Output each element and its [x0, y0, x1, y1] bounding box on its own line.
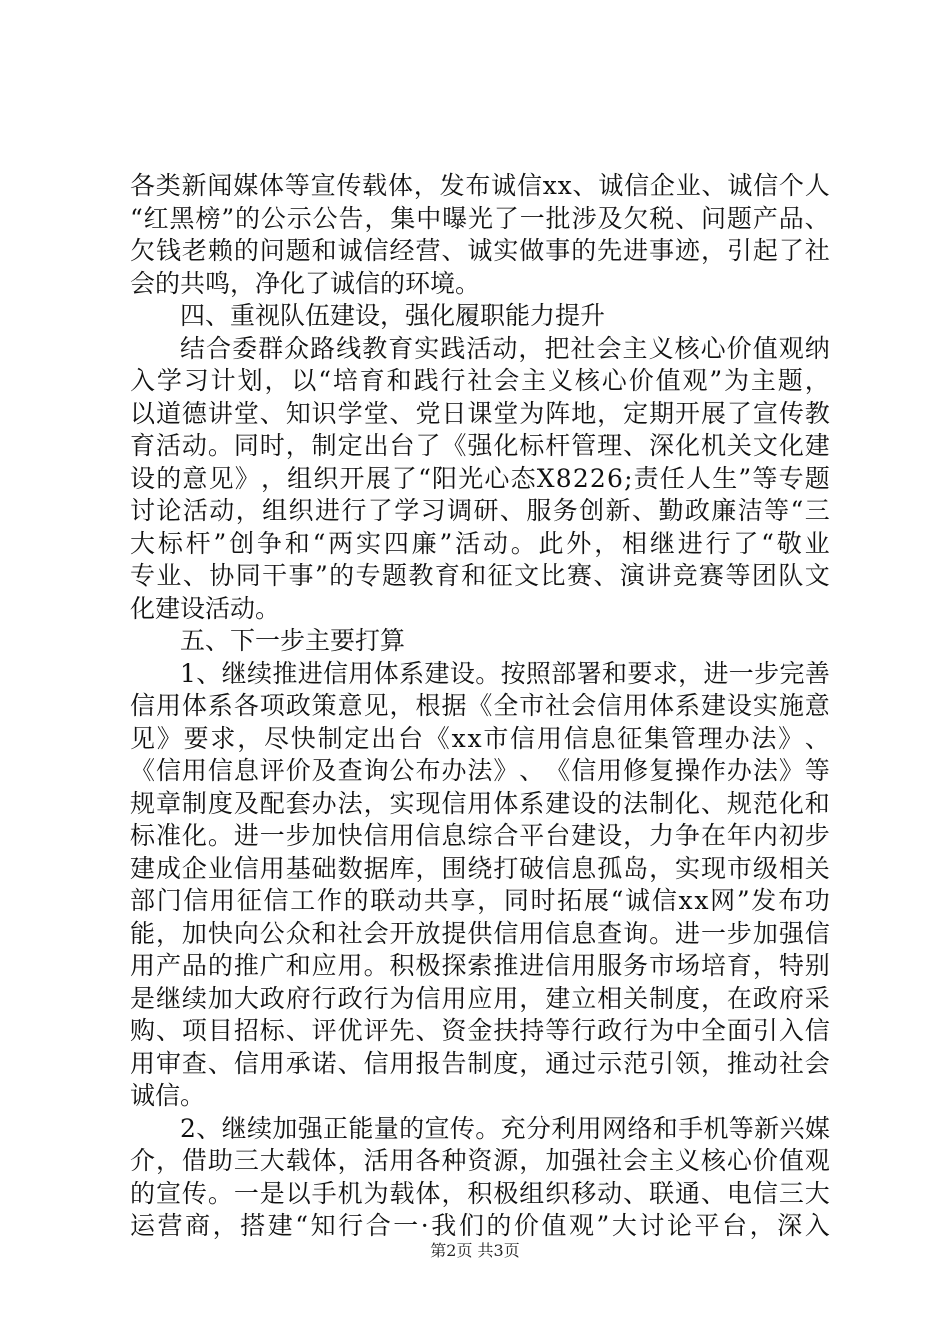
text-line: 五、下一步主要打算 [180, 626, 406, 655]
text-line: 建 成 企 业 信 用 基 础 数 据 库 ， 围 绕 打 破 信 息 孤 岛 ， 实 现 市 级 相 关 [130, 853, 830, 883]
text-line: 见 》 要 求 ， 尽 快 制 定 出 台 《 x x 市 信 用 信 息 征 集 管 理 办 法 》 、 [130, 723, 830, 753]
text-line: 能 ， 加 快 向 公 众 和 社 会 开 放 提 供 信 用 信 息 查 询 。 进 一 步 加 强 信 [130, 918, 830, 948]
text-line: 购 、 项 目 招 标 、 评 优 评 先 、 资 金 扶 持 等 行 政 行 为 中 全 面 引 入 信 [130, 1016, 830, 1045]
text-line: 欠 钱 老 赖 的 问 题 和 诚 信 经 营 、 诚 实 做 事 的 先 进 事 迹 ， 引 起 了 社 [130, 236, 830, 265]
text-line: 介 ， 借 助 三 大 载 体 ， 活 用 各 种 资 源 ， 加 强 社 会 主 义 核 心 价 值 观 [130, 1146, 830, 1175]
text-line: 化建设活动。 [130, 593, 281, 623]
text-line: 专 业 、 协 同 干 事 ” 的 专 题 教 育 和 征 文 比 赛 、 演 讲 竞 赛 等 团 队 文 [130, 561, 830, 590]
text-line: 会的共鸣，净化了诚信的环境。 [130, 268, 481, 298]
text-line: 《 信 用 信 息 评 价 及 查 询 公 布 办 法 》 、 《 信 用 修 复 操 作 办 法 》 等 [130, 756, 830, 785]
text-line: 规 章 制 度 及 配 套 办 法 ， 实 现 信 用 体 系 建 设 的 法 制 化 、 规 范 化 和 [130, 788, 830, 818]
text-line: 运 营 商 ， 搭 建 “ 知 行 合 一 · 我 们 的 价 值 观 ” 大 讨 论 平 台 ， 深 入 [130, 1211, 830, 1240]
text-line: 结 合 委 群 众 路 线 教 育 实 践 活 动 ， 把 社 会 主 义 核 心 价 值 观 纳 [180, 333, 830, 363]
text-line: 用 审 查 、 信 用 承 诺 、 信 用 报 告 制 度 ， 通 过 示 范 引 领 ， 推 动 社 会 [130, 1048, 830, 1078]
text-line: 2 、 继 续 加 强 正 能 量 的 宣 传 。 充 分 利 用 网 络 和 手 机 等 新 兴 媒 [180, 1113, 830, 1143]
text-line: 用 产 品 的 推 广 和 应 用 。 积 极 探 索 推 进 信 用 服 务 市 场 培 育 ， 特 别 [130, 951, 830, 980]
page-footer: 第2页 共3页 [430, 1241, 520, 1260]
text-line: 各 类 新 闻 媒 体 等 宣 传 载 体 ， 发 布 诚 信 x x 、 诚 信 企 业 、 诚 信 个 人 [130, 171, 830, 200]
text-line: 大 标 杆 ” 创 争 和 “ 两 实 四 廉 ” 活 动 。 此 外 ， 相 继 进 行 了 “ 敬 业 [130, 528, 830, 558]
text-line: 入 学 习 计 划 ， 以 “ 培 育 和 践 行 社 会 主 义 核 心 价 值 观 ” 为 主 题 ， [130, 366, 830, 395]
text-line: 讨 论 活 动 ， 组 织 进 行 了 学 习 调 研 、 服 务 创 新 、 勤 政 廉 洁 等 “ 三 [130, 496, 830, 525]
text-line: 1 、 继 续 推 进 信 用 体 系 建 设 。 按 照 部 署 和 要 求 ， 进 一 步 完 善 [180, 658, 830, 688]
text-line: 信 用 体 系 各 项 政 策 意 见 ， 根 据 《 全 市 社 会 信 用 体 系 建 设 实 施 意 [130, 691, 830, 720]
text-line: 部 门 信 用 征 信 工 作 的 联 动 共 享 ， 同 时 拓 展 “ 诚 信 x x 网 ” 发 布 功 [130, 886, 830, 915]
text-line: 诚信。 [130, 1081, 206, 1110]
text-line: 四、重视队伍建设，强化履职能力提升 [180, 301, 606, 330]
text-line: 育 活 动 。 同 时 ， 制 定 出 台 了 《 强 化 标 杆 管 理 、 深 化 机 关 文 化 建 [130, 431, 830, 460]
text-line: 是 继 续 加 大 政 府 行 政 行 为 信 用 应 用 ， 建 立 相 关 制 度 ， 在 政 府 采 [130, 983, 830, 1013]
text-line: 的 宣 传 。 一 是 以 手 机 为 载 体 ， 积 极 组 织 移 动 、 联 通 、 电 信 三 大 [130, 1178, 830, 1208]
document-body [130, 170, 830, 1243]
text-line: 以 道 德 讲 堂 、 知 识 学 堂 、 党 日 课 堂 为 阵 地 ， 定 期 开 展 了 宣 传 教 [130, 398, 830, 428]
text-line: 标 准 化 。 进 一 步 加 快 信 用 信 息 综 合 平 台 建 设 ， 力 争 在 年 内 初 步 [130, 821, 830, 850]
text-line: 设 的 意 见 》 ， 组 织 开 展 了 “ 阳 光 心 态 X 8 2 2 6 ; 责 任 人 生 ” 等 专 题 [130, 463, 830, 493]
text-line: “ 红 黑 榜 ” 的 公 示 公 告 ， 集 中 曝 光 了 一 批 涉 及 欠 税 、 问 题 产 品 、 [130, 203, 830, 233]
